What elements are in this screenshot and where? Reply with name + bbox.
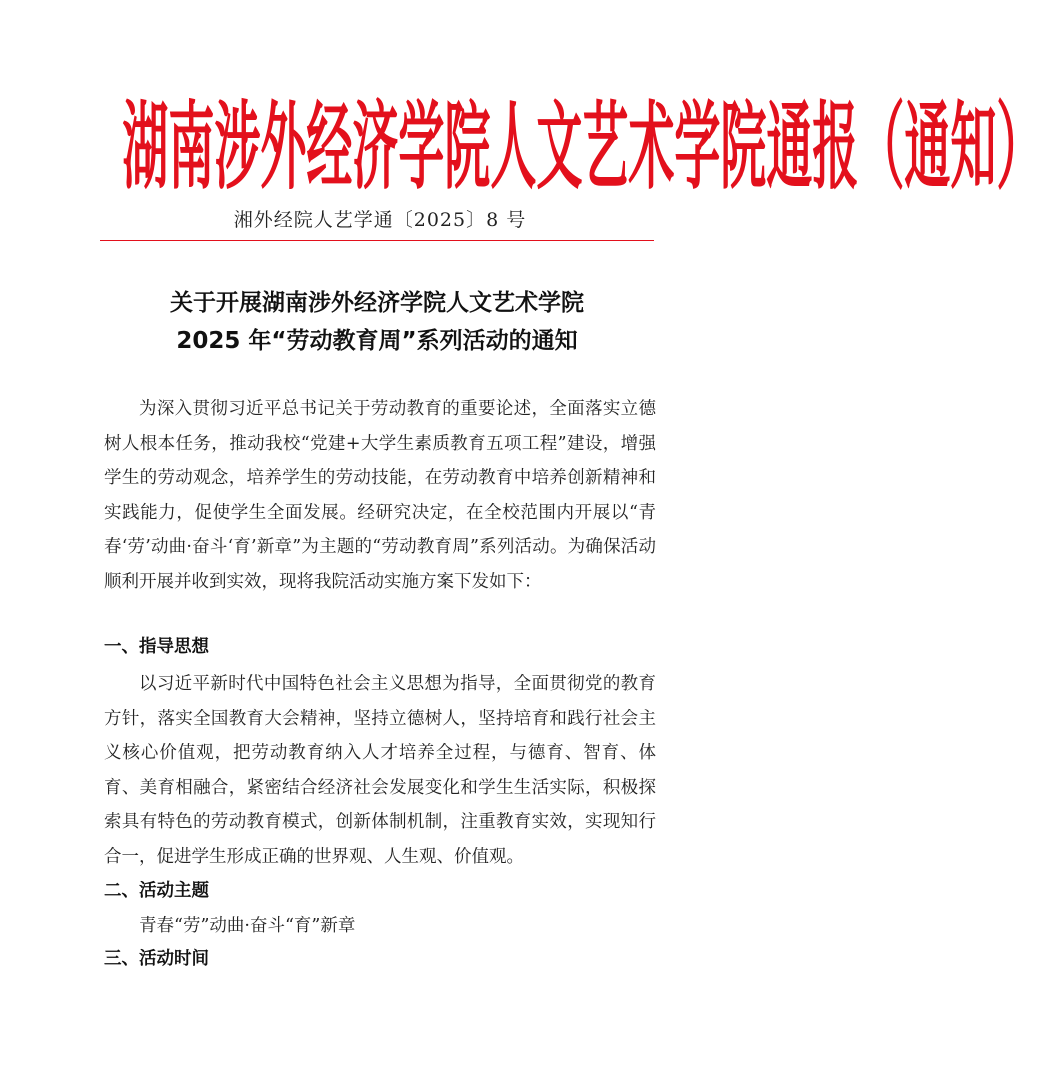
document-number: 湘外经院人艺学通〔2025〕8 号 (233, 209, 527, 231)
section-heading-guiding-ideology: 一、指导思想 (104, 637, 209, 657)
section-heading-theme: 二、活动主题 (104, 881, 209, 901)
intro-paragraph: 为深入贯彻习近平总书记关于劳动教育的重要论述，全面落实立德树人根本任务，推动我校“党建+大学生素质教育五项工程”建设，增强学生的劳动观念，培养学生的劳动技能，在劳动教育中培养创新精神和实践能力，促使学生全面发展。经研究决定，在全校范围内开展以“青春‘劳’动曲·奋斗‘育’新章”为主题的“劳动教育周”系列活动。为确保活动顺利开展并收到实效，现将我院活动实施方案下发如下： (104, 399, 656, 592)
guiding-ideology-paragraph: 以习近平新时代中国特色社会主义思想为指导，全面贯彻党的教育方针，落实全国教育大会精神，坚持立德树人，坚持培育和践行社会主义核心价值观，把劳动教育纳入人才培养全过程，与德育、智育、体育、美育相融合，紧密结合经济社会发展变化和学生生活实际，积极探索具有特色的劳动教育模式，创新体制机制，注重教育实效，实现知行合一，促进学生形成正确的世界观、人生观、价值观。 (104, 674, 656, 867)
section-heading-time: 三、活动时间 (104, 949, 209, 969)
notice-title-line1: 关于开展湖南涉外经济学院人文艺术学院 (170, 290, 584, 316)
masthead-title: 湖南涉外经济学院人文艺术学院通报（通知） (122, 90, 1042, 203)
notice-title-line2: 2025 年“劳动教育周”系列活动的通知 (176, 328, 578, 354)
red-divider (100, 240, 654, 241)
theme-paragraph: 青春“劳”动曲·奋斗“育”新章 (139, 916, 356, 936)
notice-title (100, 284, 654, 360)
